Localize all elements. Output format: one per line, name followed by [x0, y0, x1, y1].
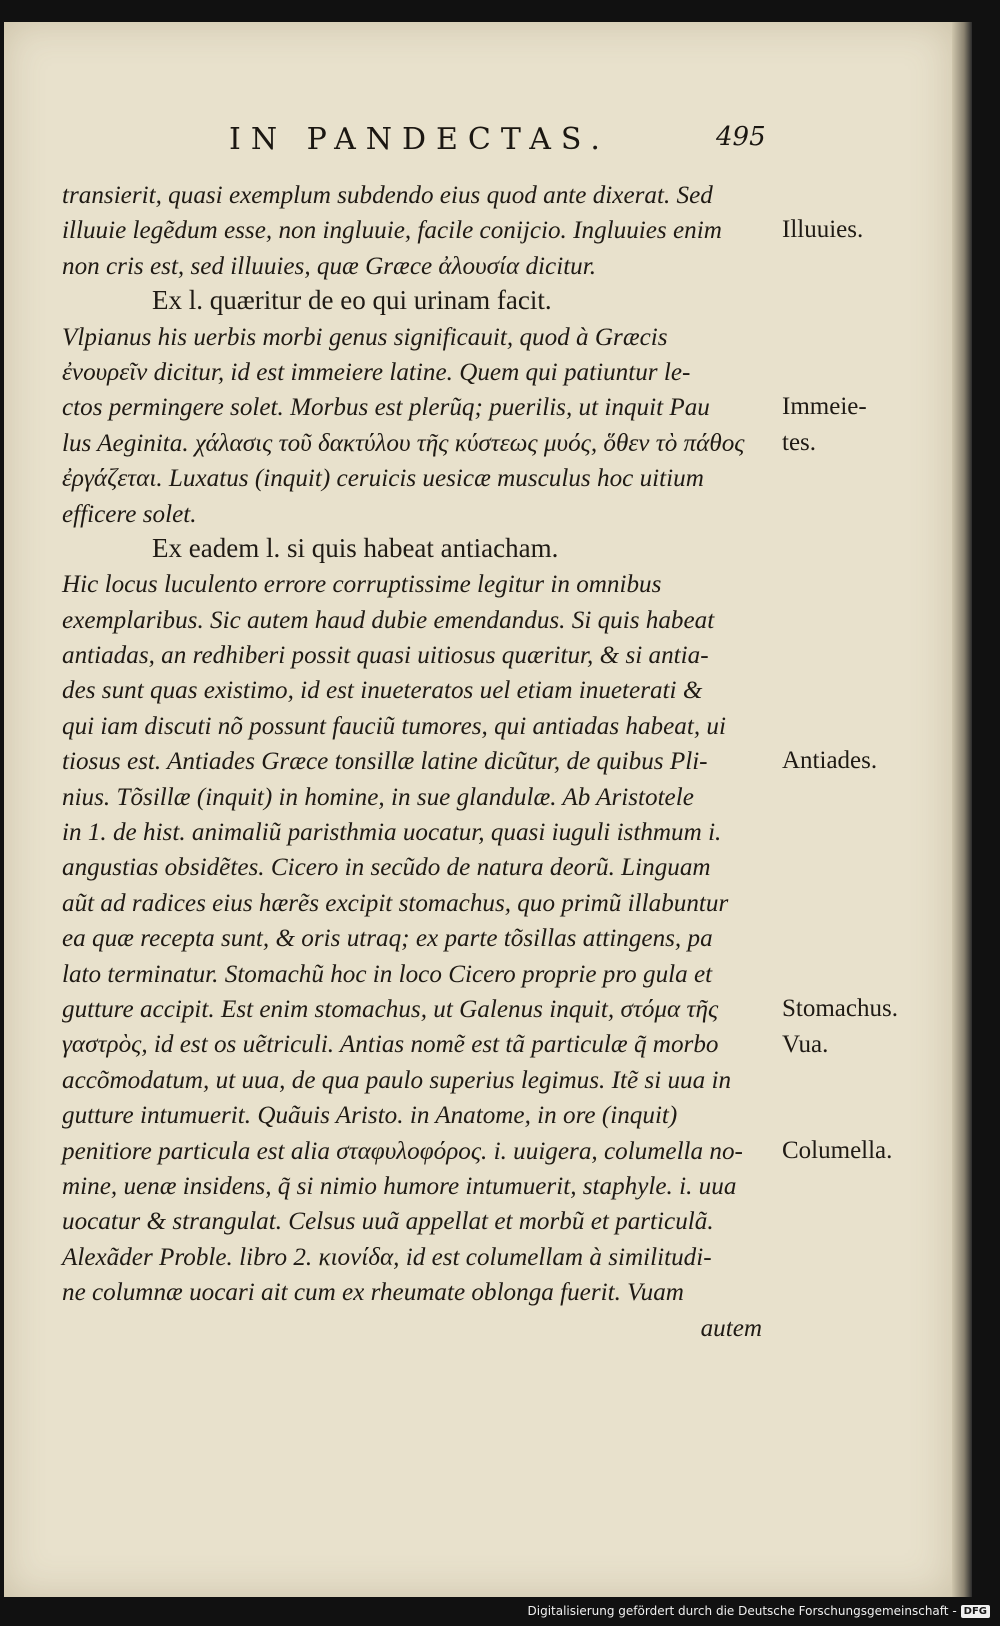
- margin-note: Stomachus.: [782, 995, 898, 1023]
- body-text: [62, 177, 772, 1345]
- text-line: Vlpianus his uerbis morbi genus significauit, quod à Græcis: [62, 321, 668, 351]
- text-line: qui iam discuti nõ possunt fauciũ tumores, qui antiadas habeat, ui: [62, 710, 726, 740]
- text-line: ctos permingere solet. Morbus est plerũq; puerilis, ut inquit Pau: [62, 392, 710, 422]
- text-line: penitiore particula est alia σταφυλοφόρος. i. uuigera, columella no-: [62, 1135, 743, 1165]
- margin-note: Antiades.: [782, 747, 878, 775]
- text-line: mine, uenæ insidens, q̃ si nimio humore intumuerit, staphyle. i. uua: [62, 1170, 737, 1200]
- text-line: efficere solet.: [62, 498, 197, 528]
- running-head: IN PANDECTAS.: [229, 122, 610, 157]
- dfg-logo: DFG: [961, 1605, 990, 1618]
- text-line: lato terminatur. Stomachũ hoc in loco Cicero proprie pro gula et: [62, 958, 713, 988]
- text-line: uocatur & strangulat. Celsus uuã appellat et morbũ et particulã.: [62, 1206, 714, 1236]
- margin-note: Immeie-: [782, 393, 867, 421]
- text-line: exemplaribus. Sic autem haud dubie emendandus. Si quis habeat: [62, 604, 715, 634]
- page-edge: [952, 22, 972, 1597]
- text-line: gutture accipit. Est enim stomachus, ut Galenus inquit, στόμα τῆς: [62, 993, 719, 1023]
- text-line: accõmodatum, ut uua, de qua paulo superius legimus. Itẽ si uua in: [62, 1064, 732, 1094]
- text-line: gutture intumuerit. Quãuis Aristo. in Anatome, in ore (inquit): [62, 1100, 678, 1130]
- credit-text: Digitalisierung gefördert durch die Deutsche Forschungsgemeinschaft -: [527, 1604, 957, 1618]
- text-line: nius. Tõsillæ (inquit) in homine, in sue glandulæ. Ab Aristotele: [62, 781, 694, 811]
- text-line: aũt ad radices eius hærẽs excipit stomachus, quo primũ illabuntur: [62, 887, 729, 917]
- text-line: tiosus est. Antiades Græce tonsillæ latine dicũtur, de quibus Pli-: [62, 746, 708, 776]
- margin-note: Columella.: [782, 1136, 893, 1164]
- margin-note: Illuuies.: [782, 216, 864, 244]
- text-line: ne columnæ uocari ait cum ex rheumate oblonga fuerit. Vuam: [62, 1277, 684, 1307]
- section-heading: Ex l. quæritur de eo qui urinam facit.: [152, 285, 552, 316]
- text-line: ἐνουρεῖν dicitur, id est immeiere latine. Quem qui patiuntur le-: [62, 356, 691, 386]
- text-line: Alexãder Proble. libro 2. κιονίδα, id est columellam à similitudi-: [62, 1241, 712, 1271]
- text-line: in 1. de hist. animaliũ paristhmia uocatur, quasi iuguli isthmum i.: [62, 817, 722, 847]
- book-page: [4, 22, 952, 1597]
- margin-note: Vua.: [782, 1030, 829, 1058]
- text-line: non cris est, sed illuuies, quæ Græce ἀλουσία dicitur.: [62, 250, 597, 280]
- text-line: ἐργάζεται. Luxatus (inquit) ceruicis uesicæ musculus hoc uitium: [62, 463, 704, 493]
- text-line: ea quæ recepta sunt, & oris utraq; ex parte tõsillas attingens, pa: [62, 923, 713, 953]
- text-line: γαστρὸς, id est os uẽtriculi. Antias nomẽ est tã particulæ q̃ morbo: [62, 1029, 719, 1059]
- text-line: illuuie legẽdum esse, non ingluuie, facile conijcio. Ingluuies enim: [62, 215, 722, 245]
- text-line: autem: [700, 1312, 763, 1342]
- text-line: Hic locus luculento errore corruptissime legitur in omnibus: [62, 569, 662, 599]
- page-number: 495: [716, 122, 766, 152]
- section-heading: Ex eadem l. si quis habeat antiacham.: [152, 532, 559, 563]
- text-line: lus Aeginita. χάλασις τοῦ δακτύλου τῆς κύστεως μυός, ὅθεν τὸ πάθος: [62, 427, 745, 457]
- text-line: antiadas, an redhiberi possit quasi uitiosus quæritur, & si antia-: [62, 640, 709, 670]
- digitization-credit: [528, 1604, 991, 1618]
- text-line: des sunt quas existimo, id est inueteratos uel etiam inueterati &: [62, 675, 703, 705]
- text-line: transierit, quasi exemplum subdendo eius quod ante dixerat. Sed: [62, 180, 713, 209]
- text-line: angustias obsidẽtes. Cicero in secũdo de natura deorũ. Linguam: [62, 852, 711, 882]
- margin-note: tes.: [782, 428, 817, 456]
